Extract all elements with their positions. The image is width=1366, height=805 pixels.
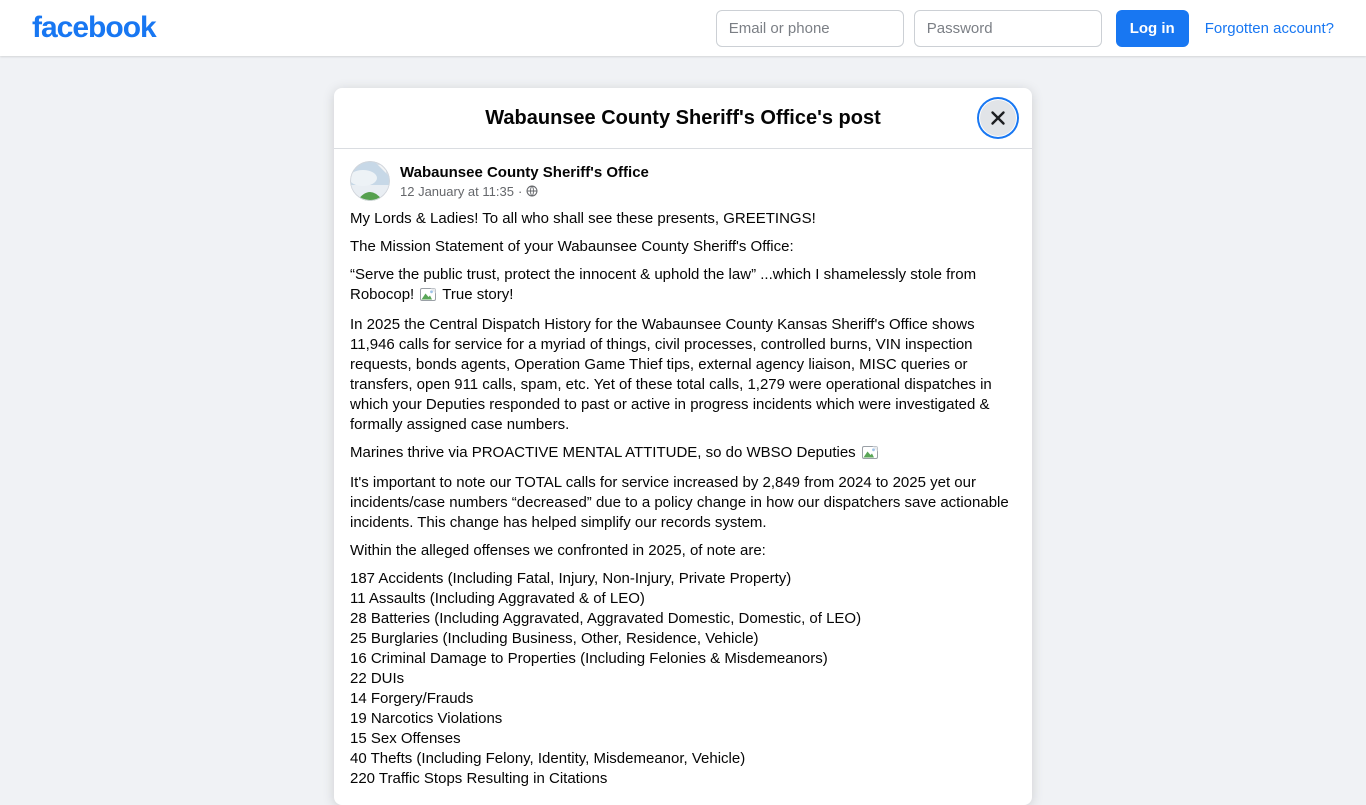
offense-line: 22 DUIs: [350, 670, 405, 687]
offense-line: 19 Narcotics Violations: [350, 710, 503, 727]
broken-image-icon: [862, 445, 878, 465]
offense-line: 220 Traffic Stops Resulting in Citations: [350, 770, 608, 787]
post-paragraph: [350, 265, 1016, 307]
offense-line: 28 Batteries (Including Aggravated, Aggravated Domestic, Domestic, of LEO): [350, 610, 862, 627]
forgotten-account-link[interactable]: Forgotten account?: [1204, 19, 1334, 37]
offense-line: 25 Burglaries (Including Business, Other, Residence, Vehicle): [350, 630, 759, 647]
author-block: [400, 164, 649, 199]
offense-line: 16 Criminal Damage to Properties (Including Felonies & Misdemeanors): [350, 650, 828, 667]
login-form: [716, 10, 1334, 47]
globe-icon: [526, 185, 538, 197]
top-nav: [0, 0, 1366, 56]
post-paragraph: The Mission Statement of your Wabaunsee County Sheriff's Office:: [350, 238, 794, 255]
post-timestamp[interactable]: [400, 184, 649, 199]
post-body: [334, 207, 1032, 805]
post-paragraph: My Lords & Ladies! To all who shall see these presents, GREETINGS!: [350, 210, 816, 227]
offense-list: [350, 569, 1016, 789]
offense-line: 187 Accidents (Including Fatal, Injury, Non-Injury, Private Property): [350, 570, 792, 587]
login-button[interactable]: Log in: [1116, 10, 1189, 47]
paragraph-text: Marines thrive via PROACTIVE MENTAL ATTITUDE, so do WBSO Deputies: [350, 444, 856, 461]
post-paragraph: In 2025 the Central Dispatch History for the Wabaunsee County Kansas Sheriff's Office shows 11,946 calls for service for a myriad of things, civil processes, controlled burns, VIN inspection requests, bonds agents, Operation Game Thief tips, external agency liaison, MISC queries or transfers, open 911 calls, spam, etc. Yet of these total calls, 1,279 were operational dispatches in which your Deputies responded to past or active in progress incidents which were investigated & formally assigned case numbers.: [350, 316, 992, 433]
post-modal: [334, 88, 1032, 805]
offense-line: 11 Assaults (Including Aggravated & of LEO): [350, 590, 645, 607]
post-paragraph: Within the alleged offenses we confronted in 2025, of note are:: [350, 542, 766, 559]
password-field[interactable]: [914, 10, 1102, 47]
modal-header: [334, 88, 1032, 149]
close-button[interactable]: [980, 100, 1016, 136]
close-icon: [988, 108, 1008, 128]
post-author[interactable]: Wabaunsee County Sheriff's Office: [400, 163, 649, 181]
broken-image-icon: [420, 287, 436, 307]
post-header: [334, 149, 1032, 207]
offense-line: 40 Thefts (Including Felony, Identity, Misdemeanor, Vehicle): [350, 750, 746, 767]
paragraph-text: True story!: [442, 286, 514, 303]
avatar[interactable]: [350, 161, 390, 201]
timestamp-text: 12 January at 11:35: [400, 183, 514, 199]
offense-line: 15 Sex Offenses: [350, 730, 461, 747]
modal-title: Wabaunsee County Sheriff's Office's post: [485, 107, 881, 129]
facebook-logo[interactable]: facebook: [32, 11, 156, 44]
meta-separator: ·: [517, 183, 523, 199]
post-paragraph: [350, 443, 1016, 465]
page-profile-picture-icon: [350, 161, 390, 201]
paragraph-text: “Serve the public trust, protect the innocent & uphold the law” ...which I shamelessly stole from Robocop!: [350, 266, 977, 303]
email-field[interactable]: [716, 10, 904, 47]
offense-line: 14 Forgery/Frauds: [350, 690, 474, 707]
post-paragraph: It's important to note our TOTAL calls for service increased by 2,849 from 2024 to 2025 yet our incidents/case numbers “decreased” due to a policy change in how our dispatchers save actionable incidents. This change has helped simplify our records system.: [350, 474, 1009, 531]
